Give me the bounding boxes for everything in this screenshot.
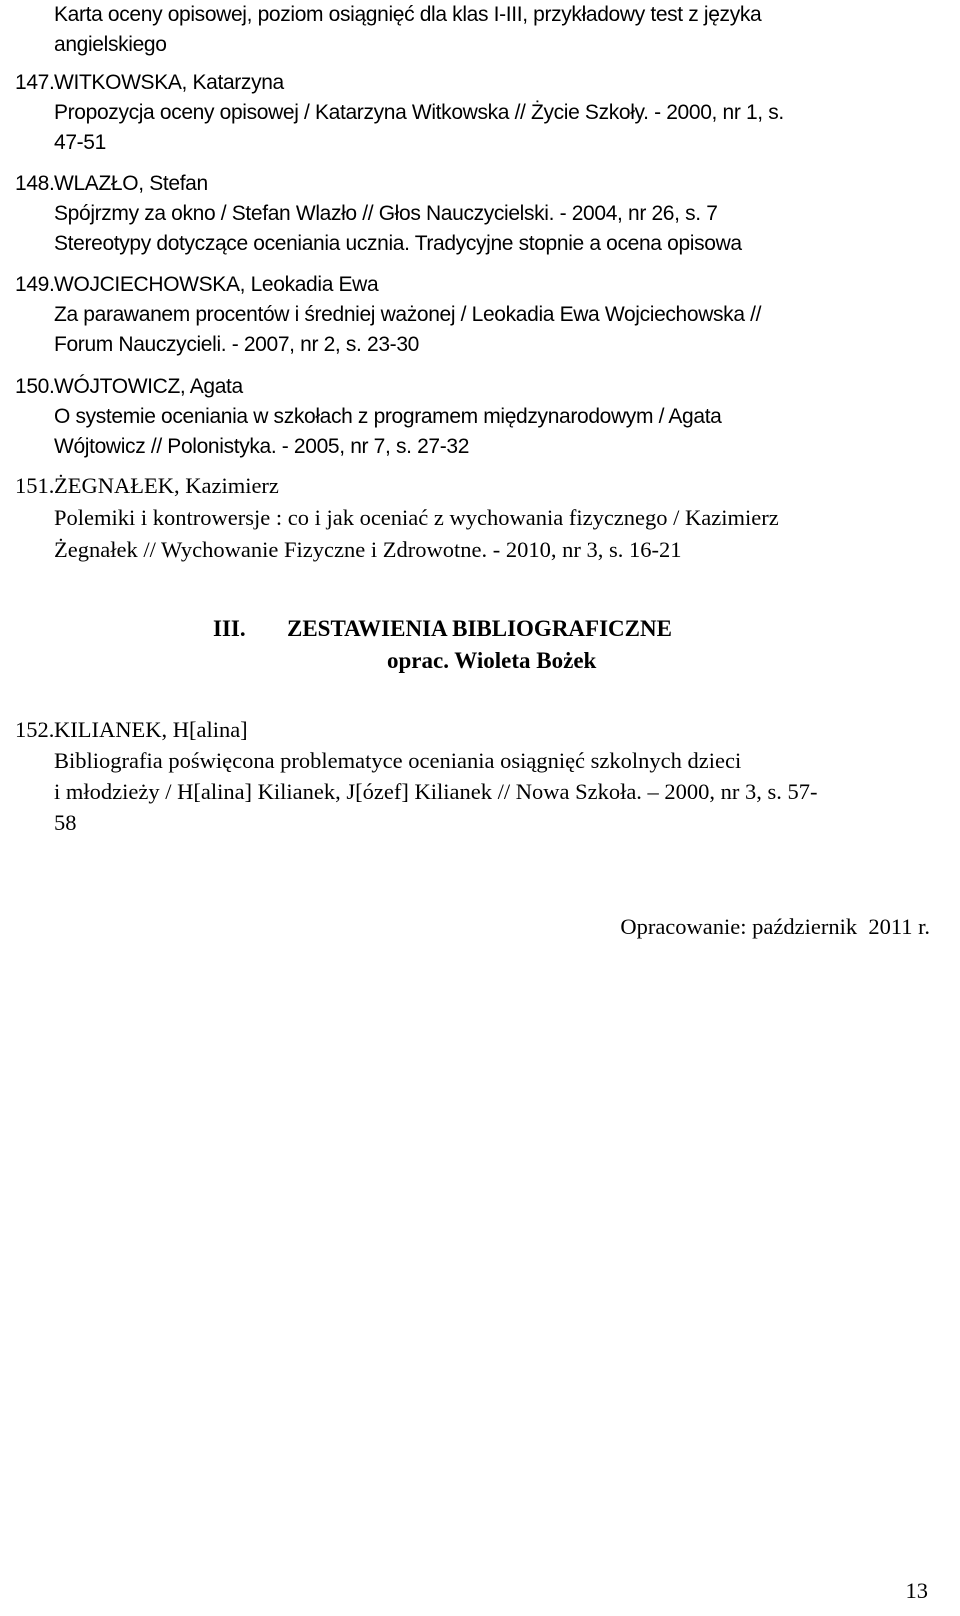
entry-number: 152. bbox=[15, 717, 55, 742]
entry-text-line: Propozycja oceny opisowej / Katarzyna Witkowska // Życie Szkoły. - 2000, nr 1, s. bbox=[54, 101, 784, 124]
page-number: 13 bbox=[905, 1578, 928, 1603]
section-title: ZESTAWIENIA BIBLIOGRAFICZNE bbox=[287, 616, 672, 641]
entry-number: 150. bbox=[15, 375, 55, 398]
entry-text-line: i młodzieży / H[alina] Kilianek, J[ózef] Kilianek // Nowa Szkoła. – 2000, nr 3, s. 57- bbox=[54, 779, 818, 804]
entry-text-line: 58 bbox=[54, 810, 77, 835]
entry-text-line: Polemiki i kontrowersje : co i jak oceniać z wychowania fizycznego / Kazimierz bbox=[54, 505, 779, 530]
entry-number: 151. bbox=[15, 473, 55, 498]
entry-text-line: Wójtowicz // Polonistyka. - 2005, nr 7, s. 27-32 bbox=[54, 435, 470, 458]
entry-text-line: Karta oceny opisowej, poziom osiągnięć dla klas I-III, przykładowy test z języka bbox=[54, 3, 762, 26]
entry-author: WITKOWSKA, Katarzyna bbox=[54, 71, 284, 94]
entry-text-line: angielskiego bbox=[54, 33, 167, 56]
entry-text-line: Stereotypy dotyczące oceniania ucznia. Tradycyjne stopnie a ocena opisowa bbox=[54, 232, 742, 255]
entry-text-line: Spójrzmy za okno / Stefan Wlazło // Głos Nauczycielski. - 2004, nr 26, s. 7 bbox=[54, 202, 718, 225]
section-editor: oprac. Wioleta Bożek bbox=[387, 648, 597, 673]
entry-text-line: 47-51 bbox=[54, 131, 106, 154]
preparation-date: Opracowanie: październik 2011 r. bbox=[620, 914, 930, 939]
entry-text-line: Bibliografia poświęcona problematyce oceniania osiągnięć szkolnych dzieci bbox=[54, 748, 742, 773]
section-numeral: III. bbox=[213, 616, 246, 641]
entry-number: 147. bbox=[15, 71, 55, 94]
entry-author: WÓJTOWICZ, Agata bbox=[54, 375, 243, 398]
entry-text-line: Za parawanem procentów i średniej ważonej / Leokadia Ewa Wojciechowska // bbox=[54, 303, 762, 326]
entry-author: KILIANEK, H[alina] bbox=[54, 717, 248, 742]
entry-text-line: O systemie oceniania w szkołach z programem międzynarodowym / Agata bbox=[54, 405, 722, 428]
entry-number: 149. bbox=[15, 273, 55, 296]
entry-author: WOJCIECHOWSKA, Leokadia Ewa bbox=[54, 273, 379, 296]
entry-author: ŻEGNAŁEK, Kazimierz bbox=[54, 473, 279, 498]
entry-number: 148. bbox=[15, 172, 55, 195]
entry-text-line: Żegnałek // Wychowanie Fizyczne i Zdrowotne. - 2010, nr 3, s. 16-21 bbox=[54, 537, 682, 562]
entry-author: WLAZŁO, Stefan bbox=[54, 172, 208, 195]
entry-text-line: Forum Nauczycieli. - 2007, nr 2, s. 23-30 bbox=[54, 333, 419, 356]
